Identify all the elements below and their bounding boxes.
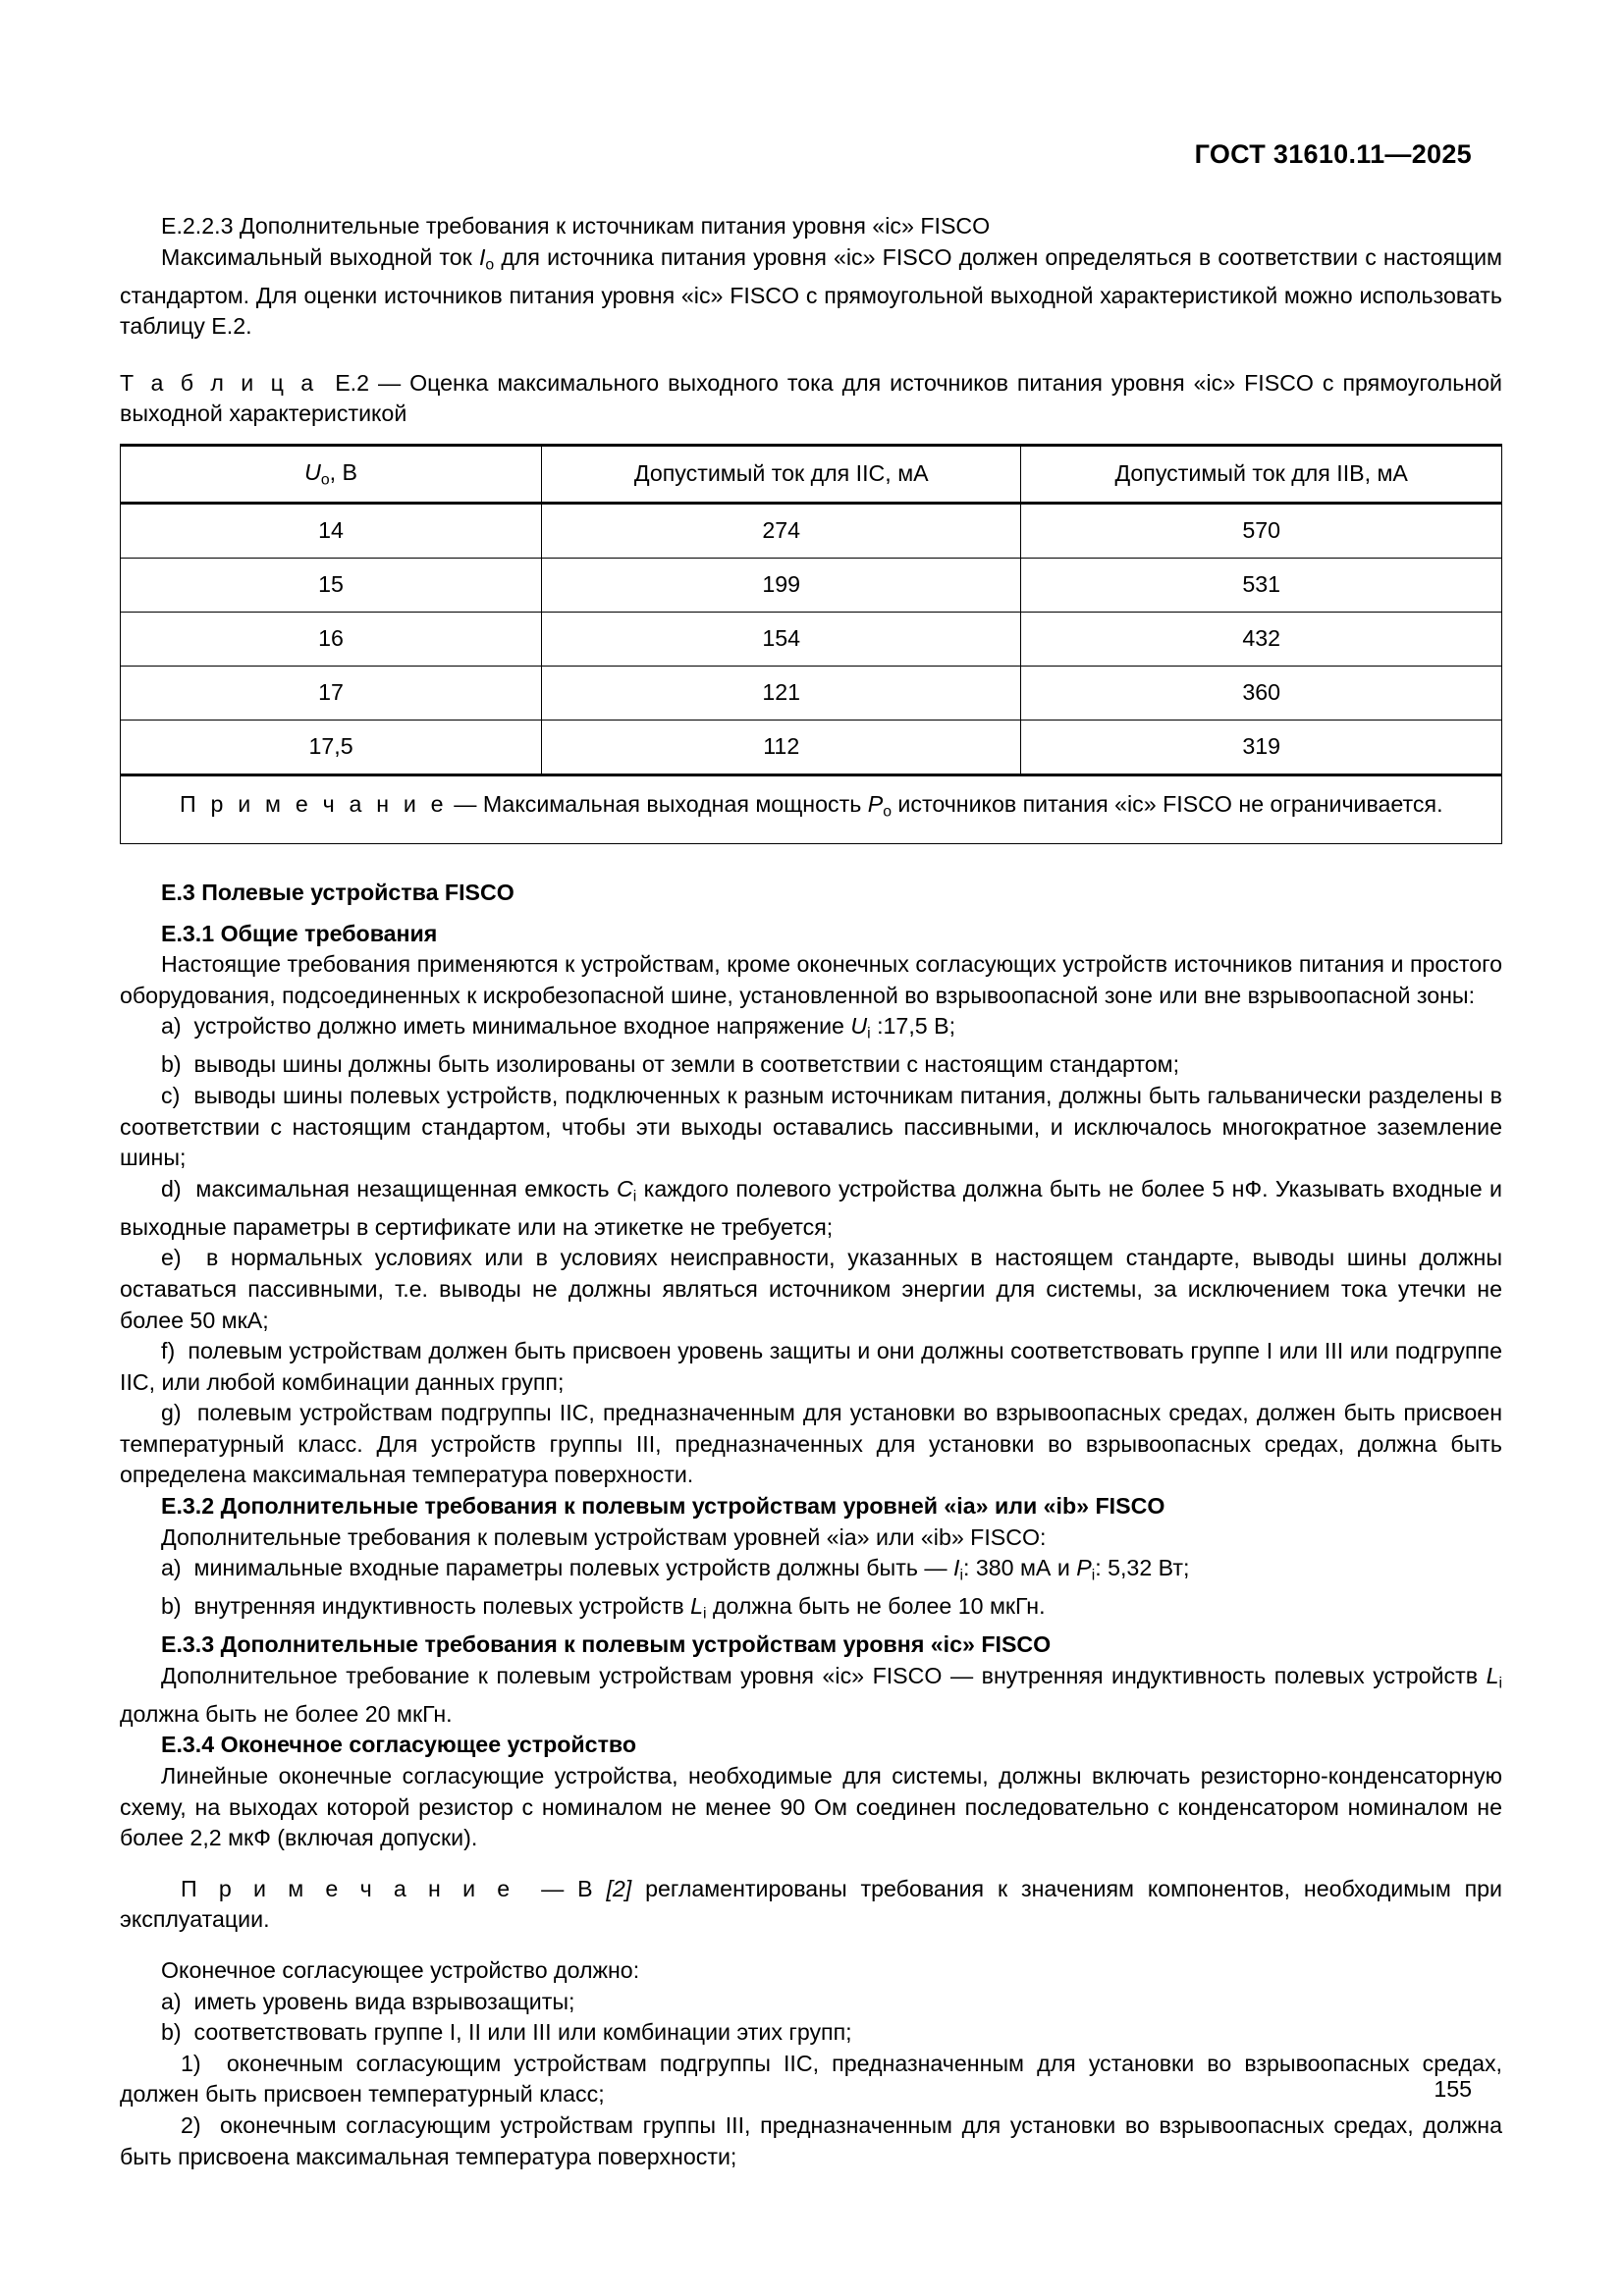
symbol-ui-sub: i <box>867 1025 871 1042</box>
cell-iib: 319 <box>1021 720 1502 774</box>
list-marker: a) <box>161 1988 182 2014</box>
list-text: выводы шины должны быть изолированы от земли в соответствии с настоящим стандартом; <box>193 1051 1180 1078</box>
table-header-iic: Допустимый ток для IIC, мА <box>542 445 1021 503</box>
note-dash: — <box>541 1875 565 1901</box>
table-row <box>121 503 1502 558</box>
heading-e223: E.2.2.3 Дополнительные требования к источникам питания уровня «ic» FISCO <box>161 213 991 239</box>
list-item-e34-b <box>120 2017 1502 2049</box>
paragraph-e34-list-intro: Оконечное согласующее устройство должно: <box>161 1957 640 1983</box>
e33-text-2: должна быть не более 20 мкГн. <box>120 1700 453 1727</box>
symbol-ui <box>850 1013 871 1042</box>
cell-iic: 112 <box>542 720 1021 774</box>
note-reference: [2] <box>606 1875 632 1901</box>
paragraph-e33-body <box>120 1661 1502 1731</box>
list-item-e31-a <box>120 1011 1502 1049</box>
cell-iib: 570 <box>1021 503 1502 558</box>
symbol-li-e33-sub: i <box>1498 1675 1502 1692</box>
note-e34 <box>120 1874 1502 1936</box>
symbol-ci-sub: i <box>632 1188 637 1205</box>
list-text: полевым устройствам подгруппы IIC, предназначенным для установки во взрывоопасных средах, должен быть присвоен температурный класс. Для устройств группы III, предназначенных для установки во взрывоопасных средах, должна быть определена максимальная температура поверхности. <box>120 1400 1502 1488</box>
list-item-e31-g <box>120 1398 1502 1491</box>
cell-iic: 274 <box>542 503 1021 558</box>
table-row <box>121 720 1502 774</box>
list-item-e31-e <box>120 1243 1502 1336</box>
table-caption-text: Оценка максимального выходного тока для источников питания уровня «ic» FISCO с прямоугольной выходной характеристикой <box>120 369 1502 427</box>
list-marker: e) <box>161 1245 182 1271</box>
table-note-label: П р и м е ч а н и е <box>180 790 448 817</box>
list-text: соответствовать группе I, II или III или комбинации этих групп; <box>193 2019 852 2046</box>
symbol-ci <box>617 1175 637 1205</box>
cell-iib: 531 <box>1021 558 1502 612</box>
table-caption <box>120 368 1502 430</box>
list-marker: d) <box>161 1175 182 1201</box>
table-header-row <box>121 445 1502 503</box>
table-caption-number: E.2 <box>335 369 370 396</box>
list-subitem-e34-2 <box>120 2110 1502 2172</box>
symbol-io <box>478 243 495 273</box>
table-header-iib: Допустимый ток для IIB, мА <box>1021 445 1502 503</box>
symbol-po-sub: o <box>883 803 892 821</box>
cell-uo: 15 <box>121 558 542 612</box>
symbol-io-sub: o <box>485 256 495 273</box>
symbol-li-sub: i <box>702 1605 707 1623</box>
symbol-ui-base: U <box>850 1013 868 1040</box>
table-e2 <box>120 444 1502 844</box>
table-note-after: источников питания «ic» FISCO не ограничивается. <box>891 790 1443 817</box>
table-caption-label: Т а б л и ц а <box>120 369 318 396</box>
list-text: иметь уровень вида взрывозащиты; <box>193 1988 575 2014</box>
list-text: минимальные входные параметры полевых устройств должны быть — <box>193 1555 953 1581</box>
table-note-before: Максимальная выходная мощность <box>482 790 868 817</box>
symbol-pi-sub: i <box>1091 1567 1096 1584</box>
list-text: внутренняя индуктивность полевых устройств <box>193 1593 691 1620</box>
cell-iib: 432 <box>1021 612 1502 666</box>
heading-e32: E.3.2 Дополнительные требования к полевым устройствам уровней «ia» или «ib» FISCO <box>161 1493 1165 1520</box>
cell-uo: 17,5 <box>121 720 542 774</box>
table-body <box>121 503 1502 843</box>
table-row <box>121 666 1502 720</box>
list-text: максимальная незащищенная емкость <box>195 1175 618 1201</box>
running-header: ГОСТ 31610.11—2025 <box>1194 139 1472 169</box>
symbol-li <box>690 1593 707 1623</box>
list-text-tail: :17,5 В; <box>870 1013 956 1040</box>
symbol-uo-sub: o <box>320 471 330 489</box>
cell-uo: 16 <box>121 612 542 666</box>
list-item-e32-b <box>120 1591 1502 1629</box>
list-item-e34-a <box>120 1987 1502 2018</box>
table-caption-dash: — <box>377 369 402 396</box>
list-text-tail: должна быть не более 10 мкГн. <box>706 1593 1046 1620</box>
table-header-uo-unit: , В <box>329 458 357 485</box>
list-marker: g) <box>161 1400 182 1426</box>
e223-text-2: для источника питания уровня «ic» FISCO должен определяться в соответствии с настоящим стандартом. Для оценки источников питания уровня «ic» FISCO с прямоугольной выходной характеристикой можно использовать таблицу E.2. <box>120 243 1502 340</box>
cell-iic: 199 <box>542 558 1021 612</box>
list-text: выводы шины полевых устройств, подключенных к разным источникам питания, должны быть гальванически разделены в соответствии с настоящим стандартом, чтобы эти выходы оставались пассивными, и исключалось многократное заземление шины; <box>120 1082 1502 1171</box>
list-marker: f) <box>161 1338 176 1364</box>
list-item-e31-b <box>120 1049 1502 1081</box>
list-text: полевым устройствам должен быть присвоен уровень защиты и они должны соответствовать группе I или III или подгруппе IIC, или любой комбинации данных групп; <box>120 1338 1502 1395</box>
paragraph-e31-intro: Настоящие требования применяются к устройствам, кроме оконечных согласующих устройств источников питания и простого оборудования, подсоединенных к искробезопасной шине, установленной во взрывоопасной зоне или вне взрывоопасной зоны: <box>120 951 1502 1008</box>
table-note-row <box>121 774 1502 843</box>
symbol-uo <box>304 458 330 489</box>
symbol-pi-base: P <box>1076 1555 1092 1581</box>
list-text: оконечным согласующим устройствам группы III, предназначенным для установки во взрывоопасных средах, должна быть присвоена максимальная температура поверхности; <box>120 2111 1502 2169</box>
list-marker: a) <box>161 1555 182 1581</box>
list-marker: 1) <box>181 2050 201 2076</box>
symbol-ii-sub: i <box>959 1567 963 1584</box>
table-row <box>121 612 1502 666</box>
table-note <box>121 774 1502 843</box>
table-note-dash: — <box>454 790 477 817</box>
list-item-e31-d <box>120 1174 1502 1244</box>
page-number: 155 <box>1434 2076 1472 2102</box>
symbol-io-base: I <box>478 243 486 270</box>
list-text: оконечным согласующим устройствам подгруппы IIC, предназначенным для установки во взрывоопасных средах, должен быть присвоен температурный класс; <box>120 2050 1502 2108</box>
list-text: в нормальных условиях или в условиях неисправности, указанных в настоящем стандарте, выводы шины должны оставаться пассивными, т.е. выводы не должны являться источником энергии для системы, за исключением тока утечки не более 50 мкА; <box>120 1245 1502 1333</box>
symbol-ii-base: I <box>952 1555 960 1581</box>
heading-e31: E.3.1 Общие требования <box>161 920 438 946</box>
symbol-li-e33 <box>1486 1662 1502 1692</box>
symbol-ci-base: C <box>617 1175 633 1201</box>
list-item-e31-c <box>120 1081 1502 1174</box>
table-header-uo <box>121 445 542 503</box>
list-marker: a) <box>161 1013 182 1040</box>
note-before: В <box>577 1875 607 1901</box>
symbol-li-e33-base: L <box>1486 1662 1499 1688</box>
cell-uo: 14 <box>121 503 542 558</box>
heading-e33: E.3.3 Дополнительные требования к полевым устройствам уровня «ic» FISCO <box>161 1631 1052 1658</box>
heading-e3: E.3 Полевые устройства FISCO <box>161 879 514 905</box>
cell-iic: 154 <box>542 612 1021 666</box>
symbol-uo-base: U <box>304 458 321 485</box>
list-text-tail: каждого полевого устройства должна быть не более 5 нФ. Указывать входные и выходные параметры в сертификате или на этикетке не требуется; <box>120 1175 1502 1240</box>
list-text: устройство должно иметь минимальное входное напряжение <box>193 1013 851 1040</box>
list-marker: 2) <box>181 2111 201 2138</box>
list-marker: c) <box>161 1082 181 1108</box>
list-marker: b) <box>161 1593 182 1620</box>
note-label: П р и м е ч а н и е <box>181 1875 514 1901</box>
page-content <box>120 211 1502 2172</box>
note-after: регламентированы требования к значениям компонентов, необходимым при эксплуатации. <box>120 1875 1503 1933</box>
list-text-mid: : 380 мА и <box>962 1555 1077 1581</box>
list-item-e31-f <box>120 1336 1502 1398</box>
symbol-ii <box>952 1555 963 1584</box>
e33-text-1: Дополнительное требование к полевым устройствам уровня «ic» FISCO — внутренняя индуктивность полевых устройств <box>161 1662 1487 1688</box>
heading-e34: E.3.4 Оконечное согласующее устройство <box>161 1732 637 1758</box>
list-marker: b) <box>161 2019 182 2046</box>
paragraph-e34-body: Линейные оконечные согласующие устройства, необходимые для системы, должны включать резисторно-конденсаторную схему, на выходах которой резистор с номиналом не менее 90 Ом соединен последовательно с конденсатором номиналом не более 2,2 мкФ (включая допуски). <box>120 1763 1502 1851</box>
list-text-tail: : 5,32 Вт; <box>1095 1555 1190 1581</box>
list-item-e32-a <box>120 1553 1502 1591</box>
list-subitem-e34-1 <box>120 2049 1502 2110</box>
paragraph-e32-intro: Дополнительные требования к полевым устройствам уровней «ia» или «ib» FISCO: <box>161 1523 1047 1550</box>
cell-uo: 17 <box>121 666 542 720</box>
symbol-po <box>867 790 892 821</box>
symbol-li-base: L <box>690 1593 703 1620</box>
symbol-po-base: P <box>867 790 884 817</box>
cell-iib: 360 <box>1021 666 1502 720</box>
table-row <box>121 558 1502 612</box>
cell-iic: 121 <box>542 666 1021 720</box>
e223-text-1: Максимальный выходной ток <box>161 243 479 270</box>
paragraph-e223-body <box>120 242 1502 343</box>
symbol-pi <box>1076 1555 1096 1584</box>
list-marker: b) <box>161 1051 182 1078</box>
